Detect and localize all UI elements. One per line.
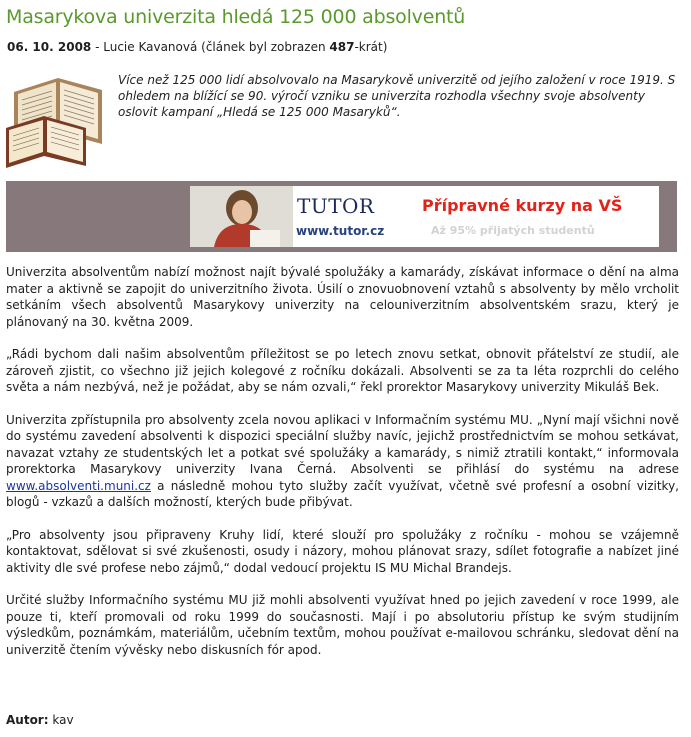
views-count: 487	[329, 40, 355, 54]
banner-subline: Až 95% přijatých studentů	[431, 224, 595, 237]
paragraph-1: Univerzita absolventům nabízí možnost najít bývalé spolužáky a kamarády, získávat informace o dění na alma mater a aktivně se zapojit do univerzitního života. Úsilí o znovuobnovení vztahů s absolventy by mělo vrcholit setkáním všech absolventů Masarykovy univerzity na celouniverzitním absolventském srazu, který je plánovaný na 30. května 2009.	[6, 265, 679, 329]
paragraph-3-after-link: a následně mohou tyto služby začít využívat, včetně své profesní a osobní vizitky, blogů - vzkazů a dalších možností, kterých bude přibývat.	[6, 478, 679, 509]
student-photo	[190, 186, 293, 247]
open-books-image	[6, 70, 106, 170]
article-title: Masarykova univerzita hledá 125 000 absolventů	[6, 6, 466, 28]
author-value: kav	[48, 713, 74, 727]
absolventi-link[interactable]: www.absolventi.muni.cz	[6, 478, 151, 493]
meta-separator: -	[91, 40, 104, 54]
paragraph-3	[6, 412, 679, 511]
article-date: 06. 10. 2008	[7, 40, 92, 54]
article-meta	[7, 40, 387, 54]
article-body	[6, 264, 679, 674]
article-author: Lucie Kavanová	[103, 40, 198, 54]
paragraph-2: „Rádi bychom dali našim absolventům příležitost se po letech znovu setkat, obnovit přátelství ze studií, ale zároveň zjistit, co všechno již jejich kolegové z ročníku dokázali. Absolventi se za ta léta rozprchli do celého světa a nám nezbývá, než je požádat, aby se nám ozvali,“ řekl prorektor Masarykovy univerzity Mikuláš Bek.	[6, 347, 679, 394]
paragraph-3-before-link: Univerzita zpřístupnila pro absolventy zcela novou aplikaci v Informačním systému MU. „Nyní mají všichni nově do systému zavedení absolventi k dispozici speciální služby navíc, jejichž prostřednictvím se mohou setkávat, navazat vztahy ze studentských let a potkat své spolužáky a kamarády, s nimiž ztratili kontakt,“ informovala prorektorka Masarykovy univerzity Ivana Černá. Absolventi se přihlásí do systému na adrese	[6, 412, 679, 476]
tutor-ad-banner[interactable]	[190, 186, 659, 247]
article-author-footer	[6, 713, 74, 727]
tutor-logo: TUTOR	[297, 194, 375, 218]
article-perex: Více než 125 000 lidí absolvovalo na Masarykově univerzitě od jejího založení v roce 1919. S ohledem na blížící se 90. výročí vzniku se univerzita rozhodla všechny svoje absolventy oslovit kampaní „Hledá se 125 000 Masaryků“.	[118, 73, 676, 119]
views-suffix: -krát)	[354, 40, 388, 54]
paragraph-5: Určité služby Informačního systému MU již mohli absolventi využívat hned po jejich zavedení v roce 1999, ale pouze ti, kteří promovali od roku 1999 do současnosti. Mají i po absolutoriu přístup ke svým studijním výsledkům, poznámkám, materiálům, učebním textům, mohou používat e-mailovou schránku, sledovat dění na univerzitě čtením vývěsky nebo diskusních fór apod.	[6, 593, 679, 657]
author-label: Autor:	[6, 713, 49, 727]
views-prefix: (článek byl zobrazen	[197, 40, 330, 54]
paragraph-4: „Pro absolventy jsou připraveny Kruhy lidí, které slouží pro spolužáky z ročníku - mohou se vzájemně kontaktovat, sdělovat si své zkušenosti, osudy i názory, mohou plánovat srazy, sdílet fotografie a nabízet jiné aktivity dle své profese nebo zájmů,“ dodal vedoucí projektu IS MU Michal Brandejs.	[6, 527, 679, 575]
banner-headline: Přípravné kurzy na VŠ	[422, 196, 623, 215]
tutor-url[interactable]: www.tutor.cz	[296, 224, 385, 238]
